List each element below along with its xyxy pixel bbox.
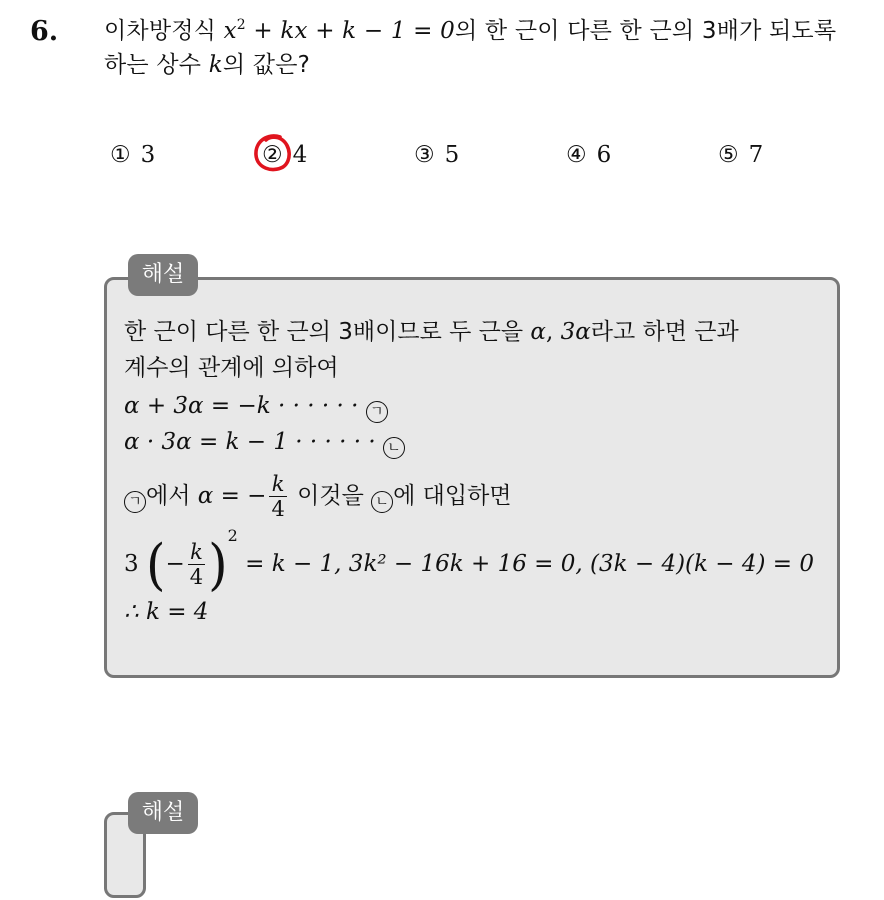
three-alpha: 3α	[560, 319, 591, 345]
fraction-k-over-4-squared	[188, 540, 205, 589]
solution-eq-4	[124, 526, 824, 597]
solution-eq-1	[124, 388, 824, 424]
solution-tag-2: 해설	[128, 792, 198, 834]
solution-line-2: 계수의 관계에 의하여	[124, 355, 339, 381]
choice-1-mark: ①	[110, 142, 131, 168]
question-number: 6.	[30, 16, 59, 47]
solution-eq-2	[124, 424, 824, 460]
marker-nieun-icon: ㄴ	[383, 437, 405, 459]
question-text-prefix: 이차방정식	[104, 18, 224, 44]
choice-2[interactable]	[262, 142, 307, 168]
choice-4[interactable]	[566, 142, 611, 168]
question-line-1	[104, 14, 864, 48]
choice-3-mark: ③	[414, 142, 435, 168]
choice-2-mark: ②	[262, 142, 283, 168]
fraction-denominator: 4	[189, 565, 204, 589]
solution-line-1	[124, 314, 824, 350]
solution-eq3-lhs: α = −	[197, 483, 267, 509]
solution-line1-separator: ,	[545, 319, 561, 345]
solution-tag: 해설	[128, 254, 198, 296]
choice-1-value: 3	[140, 142, 156, 168]
right-paren: )	[208, 532, 228, 597]
choice-3-value: 5	[444, 142, 460, 168]
question-line2-suffix: 의 값은?	[222, 52, 311, 78]
fraction-numerator: k	[188, 540, 205, 565]
fraction-k-over-4	[269, 472, 286, 521]
choice-5-mark: ⑤	[718, 142, 739, 168]
choice-4-value: 6	[596, 142, 612, 168]
answer-choices	[0, 142, 884, 176]
solution-eq3-text-c: 에 대입하면	[393, 483, 512, 509]
solution-eq-5: ∴ k = 4	[124, 599, 209, 625]
squared-exponent: 2	[227, 526, 238, 545]
marker-nieun-icon: ㄴ	[371, 491, 393, 513]
marker-giyeok-icon: ㄱ	[124, 491, 146, 513]
fraction-numerator: k	[269, 472, 286, 497]
question-text-suffix: 의 한 근이 다른 한 근의 3배가 되도록	[454, 18, 837, 44]
choice-1[interactable]	[110, 142, 155, 168]
equation-exponent: 2	[236, 17, 246, 33]
solution-eq3-text-a: 에서	[146, 483, 198, 509]
alpha-symbol: α	[530, 319, 546, 345]
solution-eq4-rest: = k − 1, 3k² − 16k + 16 = 0, (3k − 4)(k − 4) = 0	[237, 551, 814, 577]
solution-eq-3	[124, 468, 824, 524]
question-variable-k: k	[208, 52, 223, 78]
choice-2-value: 4	[292, 142, 308, 168]
choice-3[interactable]	[414, 142, 459, 168]
equation-x: x	[223, 18, 237, 44]
solution-eq1-lhs: α + 3α = −k · · · · · ·	[124, 393, 366, 419]
solution-eq3-text-b: 이것을	[289, 483, 372, 509]
question-text	[104, 14, 864, 82]
choice-5[interactable]	[718, 142, 763, 168]
left-paren: (	[145, 532, 166, 597]
fraction-denominator: 4	[271, 497, 285, 521]
solution-eq2-lhs: α · 3α = k − 1 · · · · · ·	[124, 429, 384, 455]
question-line2-prefix: 하는 상수	[104, 52, 209, 78]
solution-eq4-coef: 3	[124, 551, 139, 577]
equation-rest: + kx + k − 1 = 0	[245, 18, 455, 44]
solution-line1-text-b: 라고 하면 근과	[590, 319, 739, 345]
choice-4-mark: ④	[566, 142, 587, 168]
marker-giyeok-icon: ㄱ	[366, 401, 388, 423]
solution-content	[124, 314, 824, 625]
choice-5-value: 7	[748, 142, 764, 168]
solution-line1-text-a: 한 근이 다른 한 근의 3배이므로 두 근을	[124, 319, 531, 345]
solution-eq4-sign: −	[165, 551, 185, 577]
question-line-2	[104, 48, 864, 82]
